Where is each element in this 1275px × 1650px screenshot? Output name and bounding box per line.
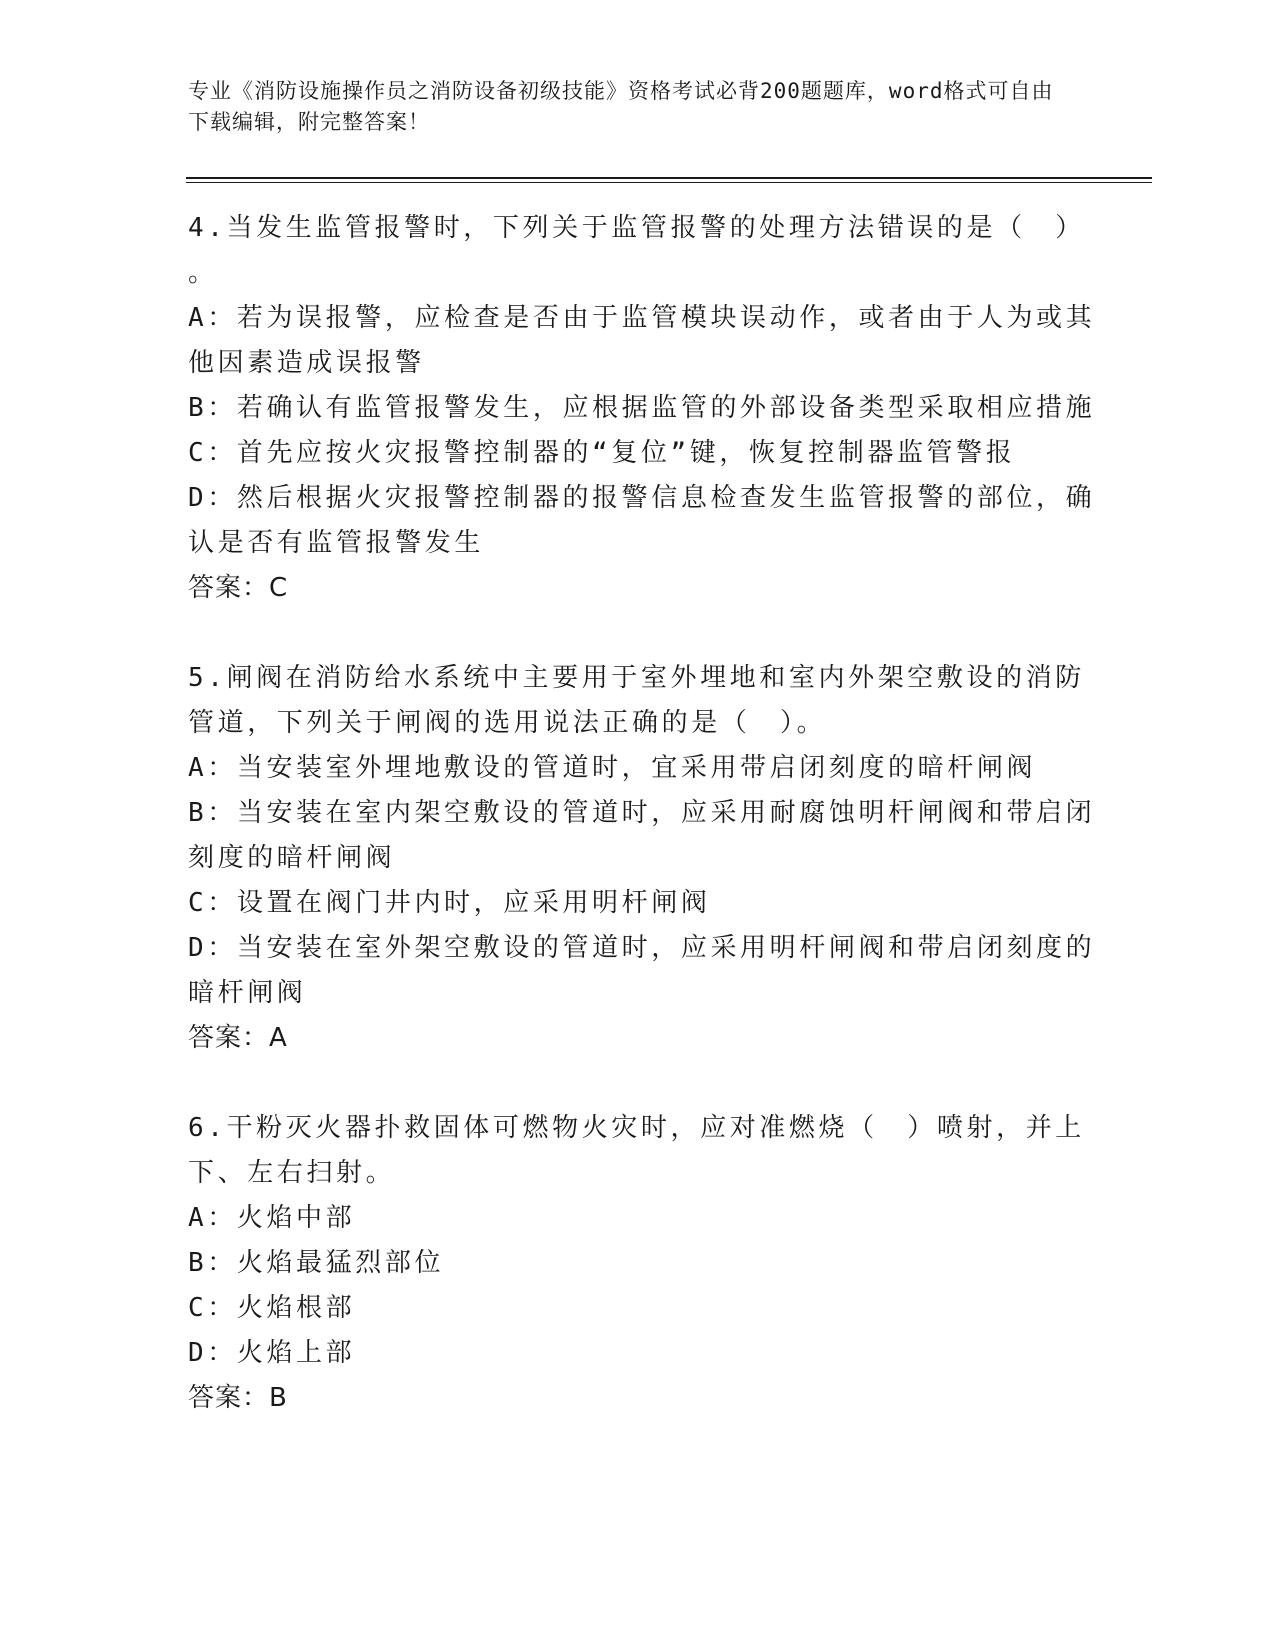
option-d-line: D：火焰上部: [188, 1338, 356, 1368]
option-a-line: A：若为误报警，应检查是否由于监管模块误动作，或者由于人为或其: [188, 303, 1096, 333]
option-b-line: B：若确认有监管报警发生，应根据监管的外部设备类型采取相应措施: [188, 393, 1096, 423]
answer-line: 答案：B: [188, 1383, 288, 1413]
answer-line: 答案：C: [188, 573, 289, 603]
option-b-line: 刻度的暗杆闸阀: [188, 843, 396, 873]
option-a-line: 他因素造成误报警: [188, 348, 425, 378]
question-list: [188, 206, 1096, 1466]
question-stem-line: 4.当发生监管报警时，下列关于监管报警的处理方法错误的是（ ）: [188, 213, 1085, 243]
option-d-line: D：当安装在室外架空敷设的管道时，应采用明杆闸阀和带启闭刻度的: [188, 933, 1096, 963]
option-b-line: B：当安装在室内架空敷设的管道时，应采用耐腐蚀明杆闸阀和带启闭: [188, 798, 1096, 828]
option-c-line: C：首先应按火灾报警控制器的“复位”键，恢复控制器监管警报: [188, 438, 1016, 468]
question-stem-line: 5.闸阀在消防给水系统中主要用于室外埋地和室内外架空敷设的消防: [188, 663, 1085, 693]
option-d-line: D：然后根据火灾报警控制器的报警信息检查发生监管报警的部位，确: [188, 483, 1096, 513]
document-header-intro: 专业《消防设施操作员之消防设备初级技能》资格考试必背200题题库，word格式可自由下载编辑，附完整答案！: [188, 79, 1054, 134]
option-c-line: C：设置在阀门井内时，应采用明杆闸阀: [188, 888, 711, 918]
option-a-line: A：火焰中部: [188, 1203, 356, 1233]
question-6: [188, 1106, 1088, 1421]
option-d-line: 暗杆闸阀: [188, 978, 307, 1008]
option-a-line: A：当安装室外埋地敷设的管道时，宜采用带启闭刻度的暗杆闸阀: [188, 753, 1037, 783]
question-4: [188, 206, 1096, 611]
option-c-line: C：火焰根部: [188, 1293, 356, 1323]
question-stem-line: 下、左右扫射。: [188, 1158, 396, 1188]
option-d-line: 认是否有监管报警发生: [188, 528, 485, 558]
answer-line: 答案：A: [188, 1023, 288, 1053]
option-b-line: B：火焰最猛烈部位: [188, 1248, 445, 1278]
question-5: [188, 656, 1096, 1061]
question-stem-line: 管道，下列关于闸阀的选用说法正确的是（ ）。: [188, 708, 827, 738]
question-stem-line: 6.干粉灭火器扑救固体可燃物火灾时，应对准燃烧（ ）喷射，并上: [188, 1113, 1085, 1143]
header-divider: [186, 177, 1152, 183]
question-stem-line: 。: [188, 258, 218, 288]
